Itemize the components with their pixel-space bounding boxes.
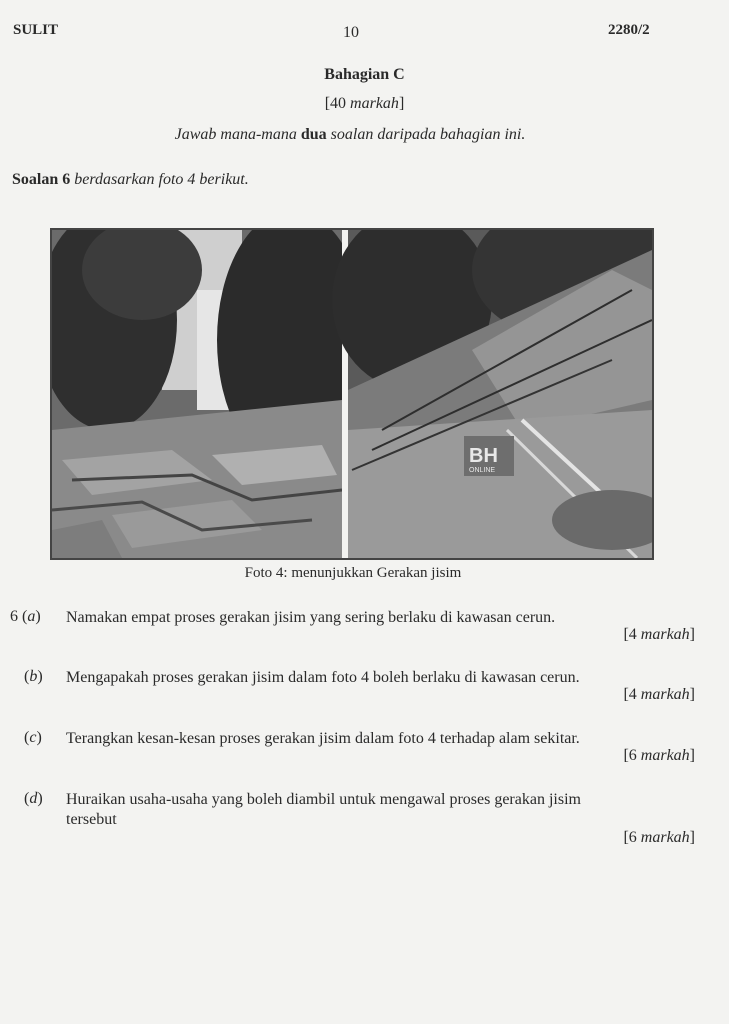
- question-6d-text: Huraikan usaha-usaha yang boleh diambil untuk mengawal proses gerakan jisim tersebut: [66, 791, 581, 828]
- question-label-6d: (d): [24, 790, 43, 807]
- question-6a-marks: [4 markah]: [623, 626, 695, 643]
- landslide-photo: [52, 230, 652, 558]
- watermark-online: ONLINE: [469, 467, 496, 474]
- section-instruction: Jawab mana-mana dua soalan daripada bahagian ini.: [174, 126, 526, 143]
- photo-4: [50, 228, 654, 560]
- photo-caption: Foto 4: menunjukkan Gerakan jisim: [244, 565, 462, 581]
- page-number: 10: [343, 24, 359, 41]
- header-sulit: SULIT: [13, 22, 59, 38]
- question-6c-marks: [6 markah]: [623, 747, 695, 764]
- question-6a-text: Namakan empat proses gerakan jisim yang sering berlaku di kawasan cerun.: [66, 609, 556, 626]
- section-title: Bahagian C: [324, 66, 405, 83]
- question-6b-text: Mengapakah proses gerakan jisim dalam foto 4 boleh berlaku di kawasan cerun.: [66, 669, 580, 686]
- section-marks: [40 markah]: [324, 95, 405, 112]
- question-label-6b: (b): [24, 668, 43, 685]
- question-label-6a: 6 (a): [10, 608, 41, 625]
- question-6d-marks: [6 markah]: [623, 829, 695, 846]
- question-6c-text: Terangkan kesan-kesan proses gerakan jisim dalam foto 4 terhadap alam sekitar.: [66, 730, 580, 747]
- question-6b-marks: [4 markah]: [623, 686, 695, 703]
- watermark-bh: BH: [469, 445, 498, 467]
- question-label-6c: (c): [24, 729, 42, 746]
- paper-code: 2280/2: [608, 22, 650, 38]
- question-intro: Soalan 6 berdasarkan foto 4 berikut.: [12, 171, 249, 188]
